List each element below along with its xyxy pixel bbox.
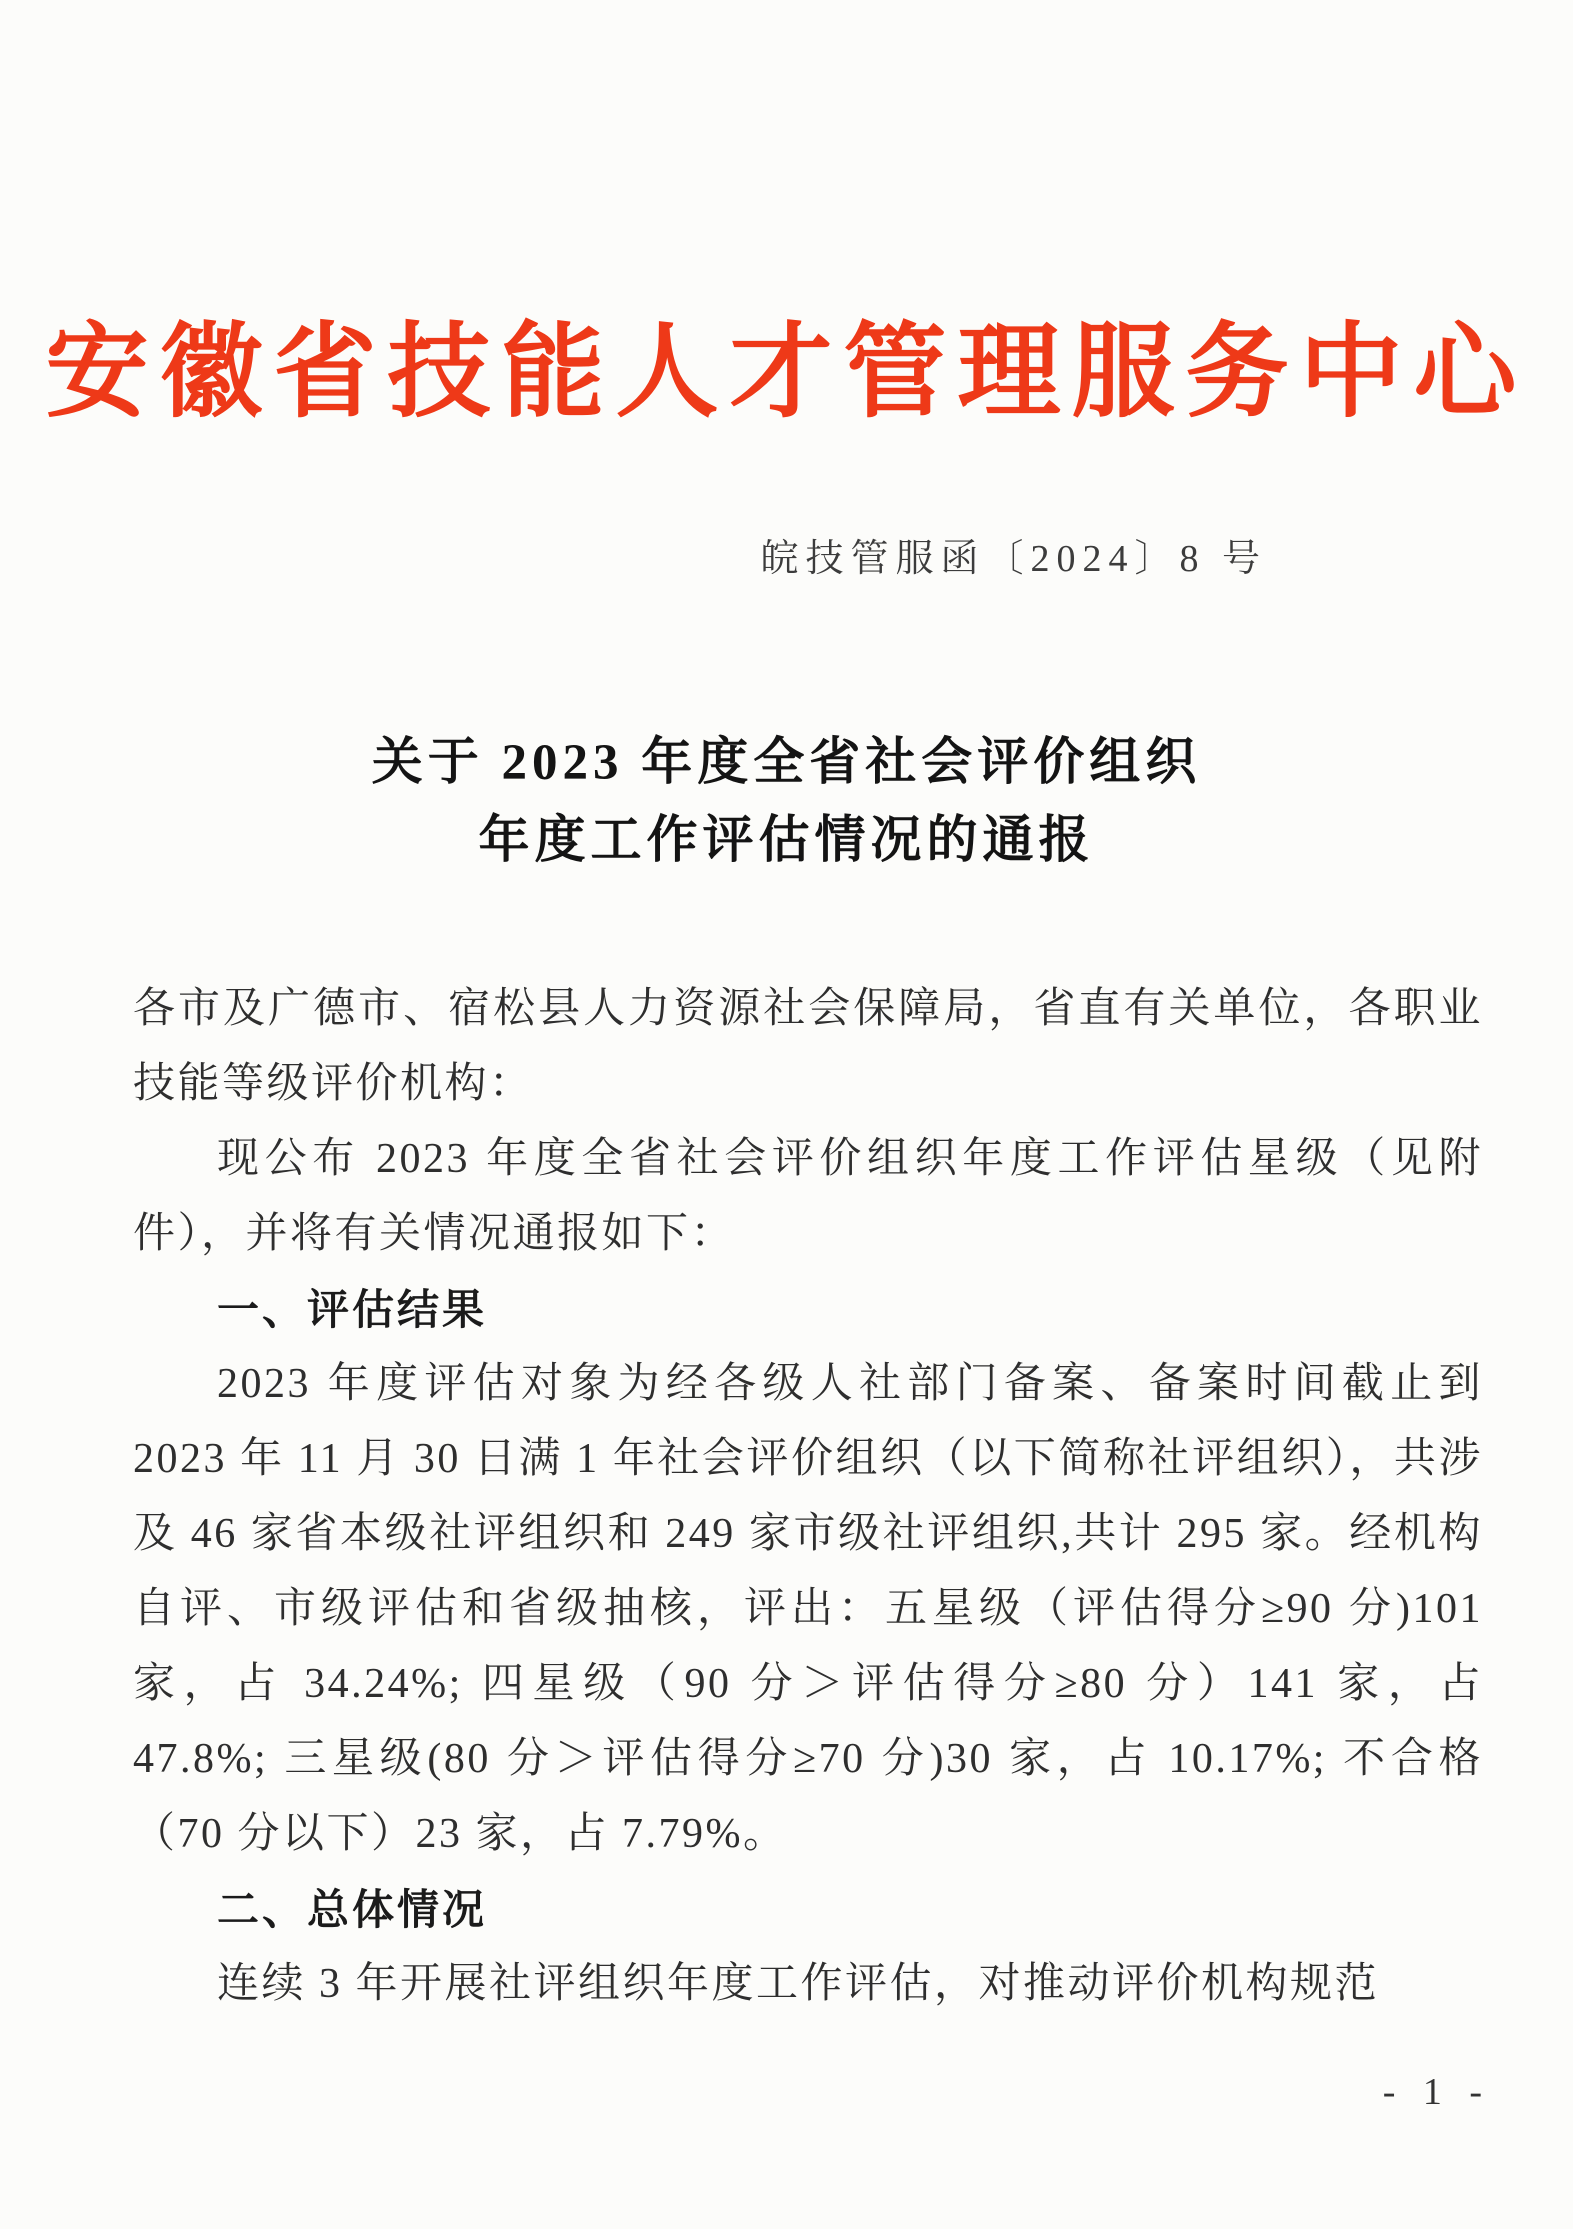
- document-title-line2: 年度工作评估情况的通报: [478, 813, 1095, 869]
- reference-number: 皖技管服函〔2024〕8 号: [760, 538, 1267, 580]
- document-title-line1: 关于 2023 年度全省社会评价组织: [371, 735, 1202, 791]
- page-number: - 1 -: [1382, 2071, 1491, 2113]
- recipients-paragraph: 各市及广德市、宿松县人力资源社会保障局，省直有关单位，各职业技能等级评价机构：: [133, 986, 1483, 1107]
- letterhead-title: 安徽省技能人才管理服务中心: [45, 316, 1528, 430]
- section-2-body: 连续 3 年开展社评组织年度工作评估，对推动评价机构规范: [217, 1961, 1380, 2007]
- intro-paragraph: 现公布 2023 年度全省社会评价组织年度工作评估星级（见附件），并将有关情况通报如下：: [133, 1136, 1483, 1257]
- section-2-heading: 二、总体情况: [217, 1886, 488, 1933]
- document-title: [0, 724, 1573, 880]
- section-1-heading: 一、评估结果: [217, 1286, 488, 1333]
- section-1-body: 2023 年度评估对象为经各级人社部门备案、备案时间截止到 2023 年 11 月 30 日满 1 年社会评价组织（以下简称社评组织），共涉及 46 家省本级社评组织和 249 家市级社评组织,共计 295 家。经机构自评、市级评估和省级抽核，评出：五星级（评估得分≥90 分)101 家，占 34.24%; 四星级（90 分＞评估得分≥80 分）141 家，占 47.8%; 三星级(80 分＞评估得分≥70 分)30 家，占 10.17%; 不合格（70 分以下）23 家，占 7.79%。: [133, 1361, 1483, 1857]
- document-body: [133, 972, 1483, 2022]
